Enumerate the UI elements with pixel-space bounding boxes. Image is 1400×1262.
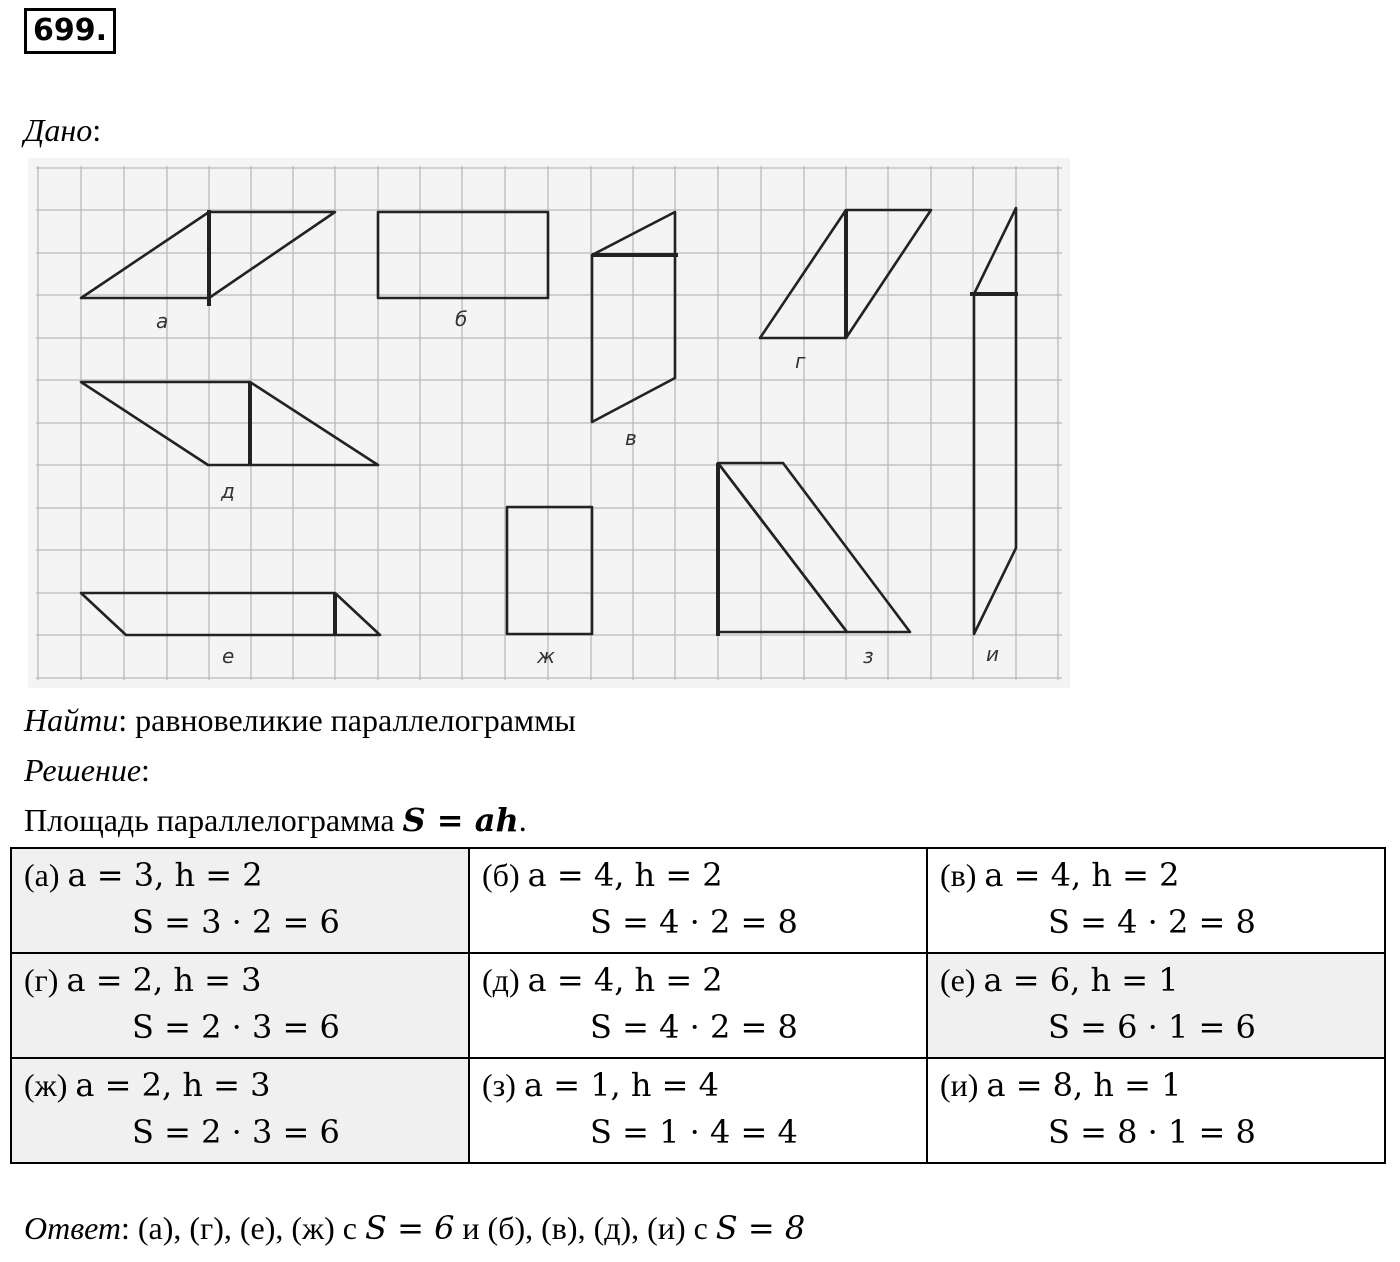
cell-letter: (ж) (24, 1067, 68, 1103)
solution-label: Решение (24, 752, 142, 788)
table-row (11, 1058, 1385, 1163)
answer-group-1: (а), (г), (е), (ж) с (137, 1210, 357, 1246)
given-label: Дано (24, 112, 93, 148)
cell-given-line (940, 853, 1372, 897)
cell-given-line (482, 958, 914, 1002)
given-heading: Дано: (24, 112, 102, 148)
solution-table (10, 847, 1386, 1164)
cell-given-line (482, 853, 914, 897)
table-row (11, 848, 1385, 953)
cell-given-line (940, 1063, 1372, 1107)
figure-label-v: в (625, 426, 637, 450)
find-line: Найти: равновеликие параллелограммы (24, 702, 576, 738)
solution-cell (469, 1058, 927, 1163)
cell-letter: (и) (940, 1067, 979, 1103)
cell-area: S = 3 · 2 = 6 (132, 903, 340, 941)
cell-given: a = 2, h = 3 (75, 1066, 271, 1104)
cell-given: a = 2, h = 3 (66, 961, 262, 999)
cell-area: S = 4 · 2 = 8 (1048, 903, 1256, 941)
area-formula: S = ah (402, 801, 519, 839)
cell-area: S = 6 · 1 = 6 (1048, 1008, 1256, 1046)
cell-given: a = 6, h = 1 (983, 961, 1179, 999)
cell-letter: (в) (940, 857, 977, 893)
cell-given-line (24, 1063, 456, 1107)
cell-area: S = 4 · 2 = 8 (590, 1008, 798, 1046)
solution-heading: Решение: (24, 752, 150, 788)
figure-label-b: б (455, 307, 468, 331)
solution-cell (11, 1058, 469, 1163)
solution-cell (469, 953, 927, 1058)
figure-label-zh: ж (537, 644, 556, 668)
area-formula-text: Площадь параллелограмма (24, 802, 395, 838)
find-label: Найти (24, 702, 119, 738)
solution-cell (927, 848, 1385, 953)
find-text: равновеликие параллелограммы (135, 702, 576, 738)
cell-given: a = 8, h = 1 (986, 1066, 1182, 1104)
figure-label-d: д (221, 479, 235, 503)
solution-cell (469, 848, 927, 953)
cell-letter: (г) (24, 962, 59, 998)
figure-label-a: а (156, 309, 169, 333)
answer-line: Ответ: (а), (г), (е), (ж) с S = 6 и (б), (в), (д), (и) с S = 8 (24, 1209, 806, 1247)
cell-given: a = 3, h = 2 (67, 856, 263, 894)
answer-label: Ответ (24, 1210, 121, 1246)
answer-conjunction: и (462, 1210, 480, 1246)
cell-given-line (482, 1063, 914, 1107)
cell-area: S = 2 · 3 = 6 (132, 1008, 340, 1046)
cell-given: a = 4, h = 2 (984, 856, 1180, 894)
figure-label-z: з (863, 644, 874, 668)
table-row (11, 953, 1385, 1058)
solution-cell (927, 1058, 1385, 1163)
cell-given: a = 1, h = 4 (523, 1066, 720, 1104)
figure-label-i: и (986, 642, 999, 666)
cell-given: a = 4, h = 2 (527, 961, 723, 999)
cell-area: S = 8 · 1 = 8 (1048, 1113, 1256, 1151)
figure-label-e: е (222, 644, 235, 668)
answer-area-2: S = 8 (715, 1209, 806, 1247)
figure-label-g: г (795, 349, 806, 373)
answer-area-1: S = 6 (364, 1209, 455, 1247)
cell-letter: (б) (482, 857, 520, 893)
cell-given: a = 4, h = 2 (527, 856, 723, 894)
cell-letter: (д) (482, 962, 520, 998)
cell-letter: (е) (940, 962, 976, 998)
cell-letter: (з) (482, 1067, 516, 1103)
cell-given-line (24, 853, 456, 897)
solution-cell (927, 953, 1385, 1058)
cell-area: S = 1 · 4 = 4 (590, 1113, 798, 1151)
solution-cell (11, 848, 469, 953)
problem-number: 699. (24, 8, 116, 54)
cell-letter: (а) (24, 857, 60, 893)
area-formula-line: Площадь параллелограмма S = ah. (24, 801, 527, 839)
cell-area: S = 2 · 3 = 6 (132, 1113, 340, 1151)
grid-figure (28, 158, 1070, 688)
cell-given-line (24, 958, 456, 1002)
solution-cell (11, 953, 469, 1058)
cell-area: S = 4 · 2 = 8 (590, 903, 798, 941)
answer-group-2: (б), (в), (д), (и) с (487, 1210, 708, 1246)
cell-given-line (940, 958, 1372, 1002)
